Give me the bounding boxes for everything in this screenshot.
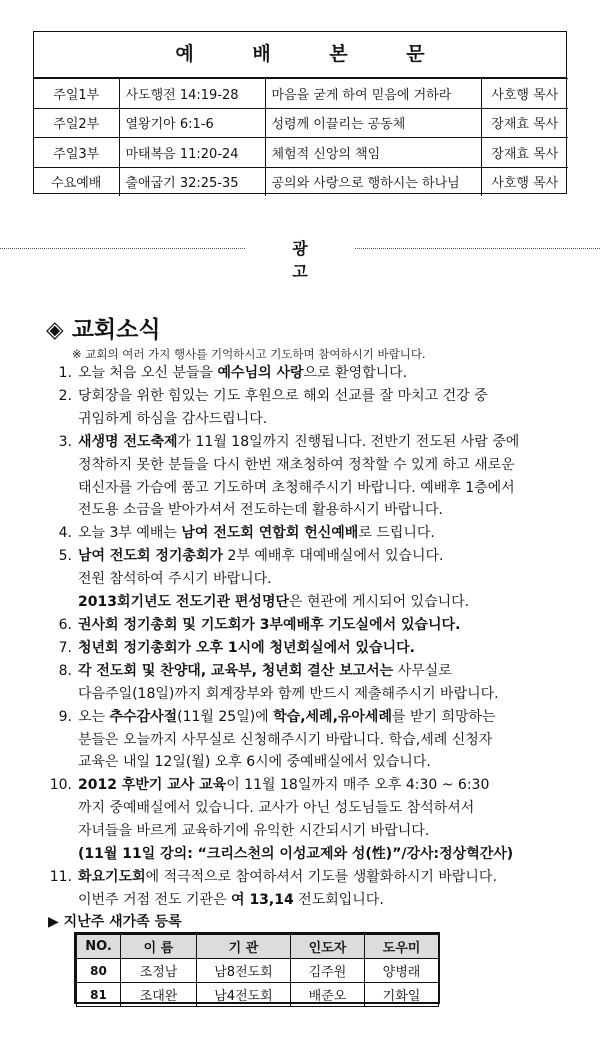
news-item-line	[78, 866, 578, 889]
family-cell: 80	[77, 959, 121, 983]
news-item	[48, 385, 578, 431]
news-item-line	[78, 545, 578, 568]
news-item	[48, 614, 578, 637]
news-item-line	[78, 683, 578, 706]
news-item-line	[78, 729, 578, 752]
news-item-line	[78, 408, 578, 431]
news-item	[48, 774, 578, 866]
worship-row	[34, 79, 568, 109]
family-cell: 81	[77, 983, 121, 1007]
emphasis-text: 청년회 정기총회가 오후 1시에 청년회실에서 있습니다.	[78, 639, 415, 656]
text: 까지 중예배실에서 있습니다. 교사가 아닌 성도님들도 참석하셔서	[78, 800, 475, 817]
worship-row	[34, 167, 568, 196]
text: 전도용 소금을 받아가셔서 전도하는데 활용하시기 바랍니다.	[78, 502, 443, 519]
service-cell: 주일1부	[34, 79, 119, 109]
news-item-line	[78, 477, 578, 500]
news-item-line	[78, 751, 578, 774]
news-item-line	[78, 499, 578, 522]
news-item-line	[78, 889, 578, 912]
family-column-header: 기 관	[197, 935, 291, 959]
diamond-icon: ◈	[46, 317, 64, 343]
news-item-number: 9.	[58, 708, 72, 725]
text: 전원 참석하여 주시기 바랍니다.	[78, 571, 272, 588]
sermon-title-cell: 공의와 사랑으로 행하시는 하나님	[265, 167, 481, 196]
family-heading-text: 지난주 새가족 등록	[63, 914, 182, 930]
news-item-number: 11.	[49, 868, 72, 885]
emphasis-text: 남여 전도회 연합회 헌신예배	[181, 525, 359, 542]
emphasis-text: 각 전도회 및 찬양대, 교육부, 청년회 결산 보고서는	[78, 662, 394, 679]
news-heading-text: 교회소식	[71, 317, 161, 343]
text: 를 받기 희망하는	[392, 708, 496, 725]
news-note: ※ 교회의 여러 가지 행사를 기억하시고 기도하며 참여하시기 바랍니다.	[72, 347, 426, 361]
family-row	[77, 959, 439, 983]
text: 가 11월 18일까지 진행됩니다. 전반기 전도된 사람 중에	[177, 433, 520, 450]
emphasis-text: 남여 전도회 정기총회가	[78, 548, 223, 565]
news-item	[48, 362, 578, 385]
news-item-line	[78, 431, 578, 454]
news-item-line	[78, 362, 578, 385]
news-heading	[46, 311, 161, 344]
news-item-number: 5.	[58, 548, 72, 565]
text: 전도회입니다.	[293, 891, 384, 908]
passage-cell: 사도행전 14:19-28	[119, 79, 265, 109]
text: 정착하지 못한 분들을 다시 한번 재초청하여 정착할 수 있게 하고 새로운	[78, 456, 515, 473]
sermon-title-cell: 체험적 신앙의 책임	[265, 138, 481, 168]
preacher-cell: 사호행 목사	[481, 79, 568, 109]
text: 로 드립니다.	[358, 525, 435, 542]
news-item	[48, 431, 578, 523]
worship-schedule	[33, 31, 567, 194]
emphasis-text: 여 13,14	[231, 891, 294, 908]
news-item-line	[78, 820, 578, 843]
emphasis-text: 추수감사절	[109, 708, 178, 725]
preacher-cell: 장재효 목사	[481, 138, 568, 168]
news-item	[48, 866, 578, 912]
emphasis-text: 학습,세례,유아세례	[273, 708, 392, 725]
text: 다음주일(18일)까지 회계장부와 함께 반드시 제출해주시기 바랍니다.	[78, 685, 499, 702]
divider-line-left	[0, 248, 245, 249]
family-cell: 조대완	[121, 983, 197, 1007]
family-cell: 남4전도회	[197, 983, 291, 1007]
service-cell: 주일2부	[34, 108, 119, 138]
news-item-number: 10.	[49, 777, 72, 794]
news-item	[48, 522, 578, 545]
news-item-line	[78, 660, 578, 683]
news-item-line	[78, 797, 578, 820]
news-item	[48, 545, 578, 614]
news-item-line	[78, 774, 578, 797]
passage-cell: 출애굽기 32:25-35	[119, 167, 265, 196]
news-item-number: 7.	[58, 639, 72, 656]
worship-table	[34, 78, 568, 196]
news-item-number: 6.	[58, 616, 72, 633]
news-item-number: 3.	[58, 433, 72, 450]
news-item-line	[78, 614, 578, 637]
news-item-line	[78, 591, 578, 614]
worship-title: 예 배 본 문	[34, 32, 566, 78]
worship-row	[34, 108, 568, 138]
text: 교육은 내일 12일(월) 오후 6시에 중예배실에서 있습니다.	[78, 754, 431, 771]
text: 오늘 3부 예배는	[78, 525, 182, 542]
emphasis-text: 새생명 전도축제	[78, 433, 178, 450]
text: 사무실로	[393, 662, 452, 679]
service-cell: 주일3부	[34, 138, 119, 168]
news-item-number: 1.	[58, 365, 72, 381]
news-item-line	[78, 454, 578, 477]
news-item-number: 8.	[58, 662, 72, 679]
preacher-cell: 장재효 목사	[481, 108, 568, 138]
triangle-right-icon: ▶	[48, 914, 59, 930]
text: 오는	[78, 708, 110, 725]
emphasis-text: 2013회기년도 전도기관 편성명단	[78, 594, 290, 611]
service-cell: 수요예배	[34, 167, 119, 196]
text: 이번주 거점 전도 기관은	[78, 891, 232, 908]
text: 으로 환영합니다.	[303, 365, 408, 381]
news-item	[48, 706, 578, 775]
text: 자녀들을 바르게 교육하기에 유익한 시간되시기 바랍니다.	[78, 823, 430, 840]
family-cell: 기화일	[365, 983, 439, 1007]
text: 당회장을 위한 힘있는 기도 후원으로 해외 선교를 잘 마치고 건강 중	[78, 387, 488, 404]
news-item	[48, 660, 578, 706]
news-item-line	[78, 568, 578, 591]
text: 귀임하게 하심을 감사드립니다.	[78, 410, 268, 427]
divider-line-right	[355, 248, 600, 249]
text: 에 적극적으로 참여하셔서 기도를 생활화하시기 바랍니다.	[145, 868, 497, 885]
family-column-header: 이 름	[121, 935, 197, 959]
family-cell: 양병래	[365, 959, 439, 983]
news-item-number: 2.	[58, 387, 72, 404]
text: 은 현관에 게시되어 있습니다.	[289, 594, 470, 611]
text: 이 11월 18일까지 매주 오후 4:30 ~ 6:30	[226, 777, 490, 794]
news-item-line	[78, 385, 578, 408]
text: 2부 예배후 대예배실에서 있습니다.	[223, 548, 444, 565]
sermon-title-cell: 성령께 이끌리는 공동체	[265, 108, 481, 138]
passage-cell: 마태복음 11:20-24	[119, 138, 265, 168]
sermon-title-cell: 마음을 굳게 하여 믿음에 거하라	[265, 79, 481, 109]
text: (11월 25일)에	[177, 708, 274, 725]
ads-divider	[0, 236, 600, 281]
family-heading	[48, 911, 182, 931]
family-row	[77, 983, 439, 1007]
family-cell: 배준오	[291, 983, 365, 1007]
passage-cell: 열왕기아 6:1-6	[119, 108, 265, 138]
emphasis-text: (11월 11일 강의: “크리스천의 이성교제와 성(性)”/강사:정상혁간사)	[78, 846, 514, 863]
news-item-line	[78, 522, 578, 545]
emphasis-text: 예수님의 사랑	[217, 365, 304, 381]
news-item	[48, 637, 578, 660]
worship-row	[34, 138, 568, 168]
family-cell: 남8전도회	[197, 959, 291, 983]
news-item-line	[78, 843, 578, 866]
text: 태신자를 가슴에 품고 기도하며 초청해주시기 바랍니다. 예배후 1층에서	[78, 479, 515, 496]
family-cell: 김주원	[291, 959, 365, 983]
emphasis-text: 화요기도회	[78, 868, 146, 885]
family-table	[76, 934, 439, 1007]
news-item-number: 4.	[58, 525, 72, 542]
preacher-cell: 사호행 목사	[481, 167, 568, 196]
text: 오늘 처음 오신 분들을	[78, 365, 218, 381]
news-item-line	[78, 637, 578, 660]
family-column-header: 인도자	[291, 935, 365, 959]
text: 분들은 오늘까지 사무실로 신청해주시기 바랍니다. 학습,세례 신청자	[78, 731, 493, 748]
news-item-line	[78, 706, 578, 729]
ads-title: 광 고	[292, 239, 336, 281]
family-column-header: NO.	[77, 935, 121, 959]
emphasis-text: 2012 후반기 교사 교육	[78, 777, 227, 794]
family-column-header: 도우미	[365, 935, 439, 959]
news-list	[48, 362, 578, 912]
family-cell: 조정남	[121, 959, 197, 983]
emphasis-text: 권사회 정기총회 및 기도회가 3부예배후 기도실에서 있습니다.	[78, 616, 461, 633]
